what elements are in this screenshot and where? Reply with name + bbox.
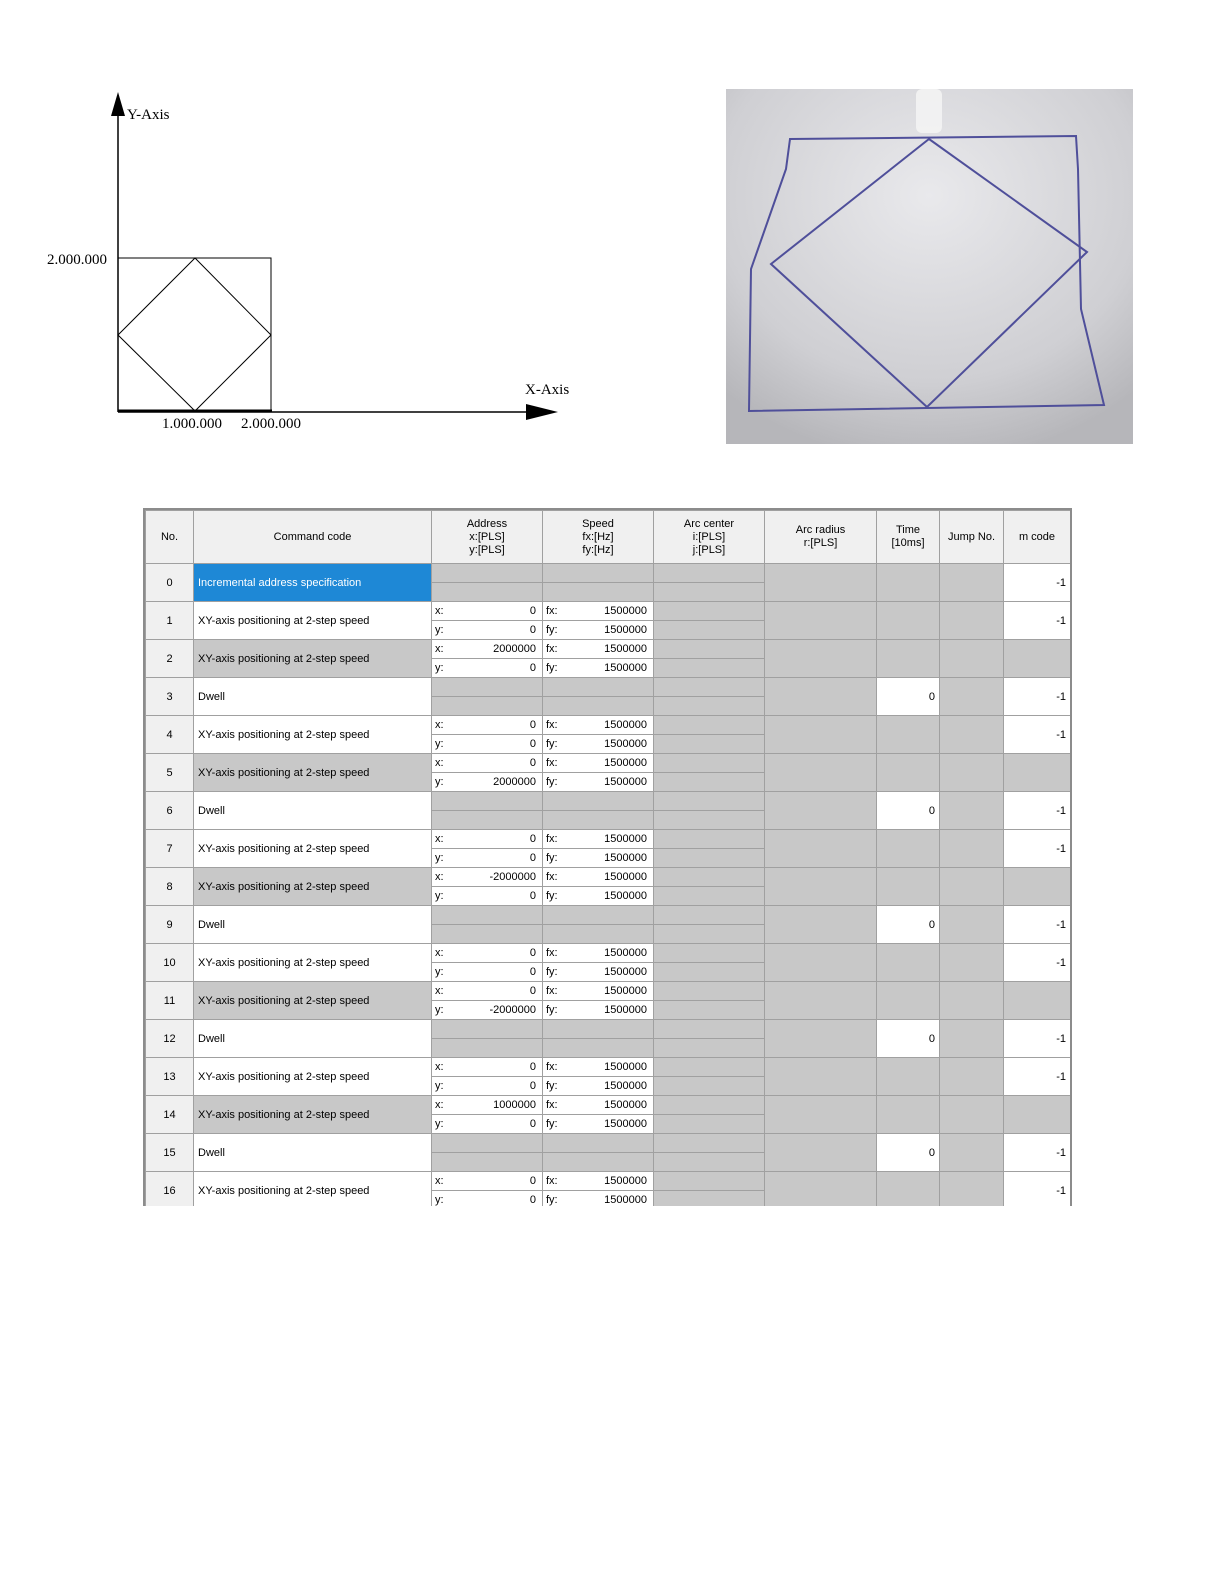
mcode-cell[interactable]: -1 — [1004, 1134, 1071, 1172]
y-axis-arrow — [111, 92, 125, 116]
col-header-time — [877, 511, 940, 564]
speed-label-1: fx: — [546, 985, 558, 997]
address-value-1[interactable]: 0 — [529, 833, 536, 845]
table-row[interactable] — [146, 830, 1071, 868]
address-label-2: y: — [435, 1194, 444, 1206]
arc-radius-cell — [765, 944, 877, 982]
address-label-1: x: — [435, 1061, 444, 1073]
row-number: 3 — [146, 678, 194, 716]
time-cell — [877, 640, 940, 678]
table-row[interactable] — [146, 564, 1071, 602]
row-number: 1 — [146, 602, 194, 640]
jump-cell — [940, 716, 1004, 754]
time-cell — [877, 982, 940, 1020]
mcode-cell[interactable]: -1 — [1004, 716, 1071, 754]
address-label-1: x: — [435, 605, 444, 617]
address-cell[interactable] — [432, 868, 543, 906]
row-number: 16 — [146, 1172, 194, 1207]
table-row[interactable] — [146, 1020, 1071, 1058]
header-row — [146, 511, 1071, 564]
col-header-arc-center — [654, 511, 765, 564]
address-label-2: y: — [435, 890, 444, 902]
mcode-cell[interactable]: -1 — [1004, 564, 1071, 602]
arc-radius-cell — [765, 716, 877, 754]
table-body — [146, 564, 1071, 1207]
speed-value-2[interactable]: 1500000 — [604, 776, 647, 788]
col-header-command: Command code — [194, 511, 432, 564]
col-header-jump: Jump No. — [940, 511, 1004, 564]
speed-label-1: fx: — [546, 947, 558, 959]
arc-center-cell — [654, 982, 765, 1020]
speed-label-2: fy: — [546, 966, 558, 978]
jump-cell — [940, 982, 1004, 1020]
address-label-1: x: — [435, 1175, 444, 1187]
speed-label-2: fy: — [546, 776, 558, 788]
command-cell[interactable]: XY-axis positioning at 2-step speed — [194, 640, 432, 678]
speed-value-1[interactable]: 1500000 — [604, 871, 647, 883]
address-label-1: x: — [435, 719, 444, 731]
command-cell[interactable]: Dwell — [194, 678, 432, 716]
speed-label-2: fy: — [546, 662, 558, 674]
jump-cell — [940, 1134, 1004, 1172]
row-number: 15 — [146, 1134, 194, 1172]
address-cell — [432, 906, 543, 944]
arc-radius-cell — [765, 1058, 877, 1096]
table-row[interactable] — [146, 1172, 1071, 1207]
speed-value-2[interactable]: 1500000 — [604, 1194, 647, 1206]
speed-label-2: fy: — [546, 624, 558, 636]
address-label-2: y: — [435, 624, 444, 636]
address-cell[interactable] — [432, 602, 543, 640]
time-cell — [877, 754, 940, 792]
row-number: 7 — [146, 830, 194, 868]
address-cell — [432, 1020, 543, 1058]
mcode-cell[interactable]: -1 — [1004, 830, 1071, 868]
speed-value-2[interactable]: 1500000 — [604, 1118, 647, 1130]
address-label-2: y: — [435, 852, 444, 864]
speed-label-2: fy: — [546, 852, 558, 864]
speed-value-1[interactable]: 1500000 — [604, 985, 647, 997]
mcode-cell — [1004, 640, 1071, 678]
command-cell[interactable]: Dwell — [194, 1134, 432, 1172]
mcode-cell[interactable]: -1 — [1004, 602, 1071, 640]
arc-radius-cell — [765, 868, 877, 906]
time-cell[interactable]: 0 — [877, 1134, 940, 1172]
address-label-1: x: — [435, 643, 444, 655]
jump-cell — [940, 792, 1004, 830]
address-label-2: y: — [435, 738, 444, 750]
row-number: 9 — [146, 906, 194, 944]
mcode-cell[interactable]: -1 — [1004, 1020, 1071, 1058]
address-label-1: x: — [435, 985, 444, 997]
address-cell[interactable] — [432, 1058, 543, 1096]
address-cell[interactable] — [432, 982, 543, 1020]
speed-label-1: fx: — [546, 1175, 558, 1187]
address-cell[interactable] — [432, 716, 543, 754]
speed-value-2[interactable]: 1500000 — [604, 662, 647, 674]
address-value-2[interactable]: 2000000 — [493, 776, 536, 788]
address-cell — [432, 792, 543, 830]
address-value-1[interactable]: 0 — [529, 1175, 536, 1187]
speed-label-1: fx: — [546, 643, 558, 655]
jump-cell — [940, 906, 1004, 944]
arc-center-cell — [654, 906, 765, 944]
address-value-1[interactable]: 2000000 — [493, 643, 536, 655]
command-cell[interactable]: XY-axis positioning at 2-step speed — [194, 1172, 432, 1207]
row-number: 13 — [146, 1058, 194, 1096]
arc-radius-unit: r:[PLS] — [803, 537, 838, 549]
row-number: 5 — [146, 754, 194, 792]
col-header-speed — [543, 511, 654, 564]
address-label-2: y: — [435, 1004, 444, 1016]
time-cell — [877, 716, 940, 754]
speed-value-2[interactable]: 1500000 — [604, 1004, 647, 1016]
jump-cell — [940, 564, 1004, 602]
jump-cell — [940, 678, 1004, 716]
address-cell[interactable] — [432, 944, 543, 982]
x-axis-arrow — [526, 404, 558, 420]
address-value-1[interactable]: 0 — [529, 947, 536, 959]
row-number: 10 — [146, 944, 194, 982]
command-cell[interactable]: Dwell — [194, 1020, 432, 1058]
speed-cell[interactable] — [543, 602, 654, 640]
address-value-1[interactable]: -2000000 — [489, 871, 536, 883]
address-title: Address — [466, 517, 508, 530]
speed-label-2: fy: — [546, 1194, 558, 1206]
speed-cell[interactable] — [543, 944, 654, 982]
time-title: Time — [895, 524, 921, 536]
command-cell[interactable]: XY-axis positioning at 2-step speed — [194, 754, 432, 792]
row-number: 0 — [146, 564, 194, 602]
arc-radius-cell — [765, 602, 877, 640]
mcode-cell — [1004, 1096, 1071, 1134]
speed-value-2[interactable]: 1500000 — [604, 624, 647, 636]
address-cell — [432, 1134, 543, 1172]
speed-value-2[interactable]: 1500000 — [604, 890, 647, 902]
arc-center-cell — [654, 678, 765, 716]
arc-radius-cell — [765, 564, 877, 602]
address-label-2: y: — [435, 1118, 444, 1130]
address-value-2[interactable]: 0 — [529, 662, 536, 674]
arc-radius-cell — [765, 1020, 877, 1058]
arc-center-cell — [654, 754, 765, 792]
address-label-2: y: — [435, 966, 444, 978]
command-cell[interactable]: Incremental address specification — [194, 564, 432, 602]
address-value-2[interactable]: 0 — [529, 1118, 536, 1130]
arc-center-j-unit: j:[PLS] — [692, 543, 726, 556]
arc-center-cell — [654, 944, 765, 982]
speed-label-2: fy: — [546, 890, 558, 902]
arc-radius-cell — [765, 1096, 877, 1134]
address-label-1: x: — [435, 1099, 444, 1111]
table-row[interactable] — [146, 640, 1071, 678]
col-header-mcode: m code — [1004, 511, 1071, 564]
pen-holder — [916, 89, 942, 133]
address-label-1: x: — [435, 757, 444, 769]
speed-label-1: fx: — [546, 871, 558, 883]
time-cell[interactable]: 0 — [877, 678, 940, 716]
arc-radius-cell — [765, 678, 877, 716]
arc-center-cell — [654, 1058, 765, 1096]
time-cell — [877, 944, 940, 982]
mcode-cell[interactable]: -1 — [1004, 1172, 1071, 1207]
address-label-2: y: — [435, 1080, 444, 1092]
table-row[interactable] — [146, 868, 1071, 906]
arc-center-cell — [654, 1172, 765, 1207]
address-value-2[interactable]: 0 — [529, 624, 536, 636]
col-header-address — [432, 511, 543, 564]
speed-label-2: fy: — [546, 1080, 558, 1092]
arc-center-cell — [654, 1096, 765, 1134]
axis-diagram — [0, 0, 700, 460]
address-label-1: x: — [435, 871, 444, 883]
arc-center-cell — [654, 868, 765, 906]
address-value-1[interactable]: 0 — [529, 757, 536, 769]
address-value-1[interactable]: 0 — [529, 719, 536, 731]
y-axis-label: Y-Axis — [127, 107, 170, 123]
arc-center-cell — [654, 602, 765, 640]
command-cell[interactable]: XY-axis positioning at 2-step speed — [194, 830, 432, 868]
arc-center-title: Arc center — [683, 517, 735, 530]
command-cell[interactable]: Dwell — [194, 792, 432, 830]
arc-radius-cell — [765, 1172, 877, 1207]
time-cell[interactable]: 0 — [877, 1020, 940, 1058]
arc-center-cell — [654, 792, 765, 830]
arc-center-i-unit: i:[PLS] — [692, 530, 726, 543]
address-value-2[interactable]: 0 — [529, 738, 536, 750]
arc-radius-cell — [765, 754, 877, 792]
command-cell[interactable]: XY-axis positioning at 2-step speed — [194, 1058, 432, 1096]
table-row[interactable] — [146, 1096, 1071, 1134]
arc-radius-cell — [765, 1134, 877, 1172]
speed-value-2[interactable]: 1500000 — [604, 1080, 647, 1092]
time-cell — [877, 1096, 940, 1134]
mcode-cell — [1004, 754, 1071, 792]
speed-cell[interactable] — [543, 830, 654, 868]
jump-cell — [940, 640, 1004, 678]
speed-label-1: fx: — [546, 719, 558, 731]
speed-value-2[interactable]: 1500000 — [604, 738, 647, 750]
x-tick-label-2m: 2.000.000 — [241, 416, 301, 432]
row-number: 6 — [146, 792, 194, 830]
mcode-cell — [1004, 982, 1071, 1020]
address-cell[interactable] — [432, 1096, 543, 1134]
speed-value-1[interactable]: 1500000 — [604, 833, 647, 845]
address-value-1[interactable]: 0 — [529, 1061, 536, 1073]
address-label-1: x: — [435, 947, 444, 959]
speed-value-1[interactable]: 1500000 — [604, 643, 647, 655]
jump-cell — [940, 1058, 1004, 1096]
address-value-1[interactable]: 0 — [529, 985, 536, 997]
speed-label-2: fy: — [546, 1118, 558, 1130]
speed-cell — [543, 906, 654, 944]
arc-radius-cell — [765, 830, 877, 868]
speed-label-1: fx: — [546, 605, 558, 617]
arc-radius-cell — [765, 906, 877, 944]
speed-cell — [543, 792, 654, 830]
mcode-cell[interactable]: -1 — [1004, 906, 1071, 944]
address-cell[interactable] — [432, 1172, 543, 1207]
speed-value-1[interactable]: 1500000 — [604, 947, 647, 959]
speed-label-1: fx: — [546, 1061, 558, 1073]
command-cell[interactable]: XY-axis positioning at 2-step speed — [194, 602, 432, 640]
jump-cell — [940, 1020, 1004, 1058]
command-cell[interactable]: XY-axis positioning at 2-step speed — [194, 944, 432, 982]
address-label-2: y: — [435, 662, 444, 674]
command-cell[interactable]: Dwell — [194, 906, 432, 944]
time-cell — [877, 564, 940, 602]
jump-cell — [940, 602, 1004, 640]
speed-title: Speed — [582, 517, 614, 530]
address-value-2[interactable]: -2000000 — [489, 1004, 536, 1016]
arc-center-cell — [654, 564, 765, 602]
table-row[interactable] — [146, 754, 1071, 792]
speed-cell[interactable] — [543, 868, 654, 906]
positioning-grid — [145, 510, 1071, 1206]
speed-cell — [543, 1134, 654, 1172]
speed-cell[interactable] — [543, 716, 654, 754]
address-value-2[interactable]: 0 — [529, 966, 536, 978]
address-cell — [432, 564, 543, 602]
diamond-path — [118, 258, 271, 411]
time-cell — [877, 830, 940, 868]
table-row[interactable] — [146, 944, 1071, 982]
command-cell[interactable]: XY-axis positioning at 2-step speed — [194, 982, 432, 1020]
jump-cell — [940, 754, 1004, 792]
arc-center-cell — [654, 716, 765, 754]
mcode-cell[interactable]: -1 — [1004, 1058, 1071, 1096]
time-cell — [877, 1058, 940, 1096]
speed-value-1[interactable]: 1500000 — [604, 719, 647, 731]
arc-center-cell — [654, 830, 765, 868]
speed-value-1[interactable]: 1500000 — [604, 1175, 647, 1187]
mcode-cell[interactable]: -1 — [1004, 944, 1071, 982]
arc-center-cell — [654, 1020, 765, 1058]
col-header-no: No. — [146, 511, 194, 564]
y-tick-label: 2.000.000 — [47, 252, 107, 268]
speed-cell — [543, 1020, 654, 1058]
speed-label-2: fy: — [546, 738, 558, 750]
table-row[interactable] — [146, 678, 1071, 716]
jump-cell — [940, 1096, 1004, 1134]
speed-label-1: fx: — [546, 833, 558, 845]
speed-fx-unit: fx:[Hz] — [582, 530, 614, 543]
table-row[interactable] — [146, 792, 1071, 830]
x-axis-label: X-Axis — [525, 382, 570, 398]
speed-cell[interactable] — [543, 1096, 654, 1134]
command-cell[interactable]: XY-axis positioning at 2-step speed — [194, 1096, 432, 1134]
jump-cell — [940, 868, 1004, 906]
address-value-2[interactable]: 0 — [529, 1080, 536, 1092]
row-number: 14 — [146, 1096, 194, 1134]
mcode-cell[interactable]: -1 — [1004, 678, 1071, 716]
speed-value-1[interactable]: 1500000 — [604, 757, 647, 769]
speed-label-1: fx: — [546, 1099, 558, 1111]
table-row[interactable] — [146, 1058, 1071, 1096]
speed-fy-unit: fy:[Hz] — [582, 543, 614, 556]
time-unit: [10ms] — [891, 537, 925, 549]
time-cell — [877, 868, 940, 906]
mcode-cell — [1004, 868, 1071, 906]
time-cell — [877, 1172, 940, 1207]
address-value-2[interactable]: 0 — [529, 1194, 536, 1206]
address-cell[interactable] — [432, 754, 543, 792]
arc-center-cell — [654, 640, 765, 678]
table-row[interactable] — [146, 982, 1071, 1020]
speed-cell[interactable] — [543, 1172, 654, 1207]
speed-value-1[interactable]: 1500000 — [604, 1061, 647, 1073]
table-row[interactable] — [146, 716, 1071, 754]
arc-radius-cell — [765, 982, 877, 1020]
command-cell[interactable]: XY-axis positioning at 2-step speed — [194, 716, 432, 754]
speed-label-2: fy: — [546, 1004, 558, 1016]
address-cell[interactable] — [432, 640, 543, 678]
speed-value-2[interactable]: 1500000 — [604, 852, 647, 864]
table-row[interactable] — [146, 906, 1071, 944]
table-row[interactable] — [146, 602, 1071, 640]
address-cell — [432, 678, 543, 716]
table-row[interactable] — [146, 1134, 1071, 1172]
col-header-arc-radius — [765, 511, 877, 564]
row-number: 11 — [146, 982, 194, 1020]
time-cell[interactable]: 0 — [877, 792, 940, 830]
arc-center-cell — [654, 1134, 765, 1172]
row-number: 2 — [146, 640, 194, 678]
command-cell[interactable]: XY-axis positioning at 2-step speed — [194, 868, 432, 906]
speed-label-1: fx: — [546, 757, 558, 769]
address-value-1[interactable]: 1000000 — [493, 1099, 536, 1111]
row-number: 12 — [146, 1020, 194, 1058]
mcode-cell[interactable]: -1 — [1004, 792, 1071, 830]
jump-cell — [940, 944, 1004, 982]
address-x-unit: x:[PLS] — [469, 530, 505, 543]
speed-value-1[interactable]: 1500000 — [604, 605, 647, 617]
speed-cell[interactable] — [543, 640, 654, 678]
time-cell[interactable]: 0 — [877, 906, 940, 944]
row-number: 4 — [146, 716, 194, 754]
square-path — [118, 258, 271, 411]
address-value-2[interactable]: 0 — [529, 852, 536, 864]
jump-cell — [940, 1172, 1004, 1207]
speed-cell — [543, 678, 654, 716]
arc-radius-cell — [765, 792, 877, 830]
address-y-unit: y:[PLS] — [469, 543, 505, 556]
arc-radius-cell — [765, 640, 877, 678]
speed-cell[interactable] — [543, 982, 654, 1020]
address-value-1[interactable]: 0 — [529, 605, 536, 617]
address-label-1: x: — [435, 833, 444, 845]
arc-radius-title: Arc radius — [795, 524, 846, 536]
x-tick-label-1m: 1.000.000 — [162, 416, 222, 432]
time-cell — [877, 602, 940, 640]
positioning-table — [143, 508, 1072, 1206]
address-cell[interactable] — [432, 830, 543, 868]
address-value-2[interactable]: 0 — [529, 890, 536, 902]
speed-cell[interactable] — [543, 1058, 654, 1096]
row-number: 8 — [146, 868, 194, 906]
address-label-2: y: — [435, 776, 444, 788]
speed-value-1[interactable]: 1500000 — [604, 1099, 647, 1111]
drawing-photo — [726, 89, 1133, 444]
speed-value-2[interactable]: 1500000 — [604, 966, 647, 978]
speed-cell — [543, 564, 654, 602]
jump-cell — [940, 830, 1004, 868]
speed-cell[interactable] — [543, 754, 654, 792]
